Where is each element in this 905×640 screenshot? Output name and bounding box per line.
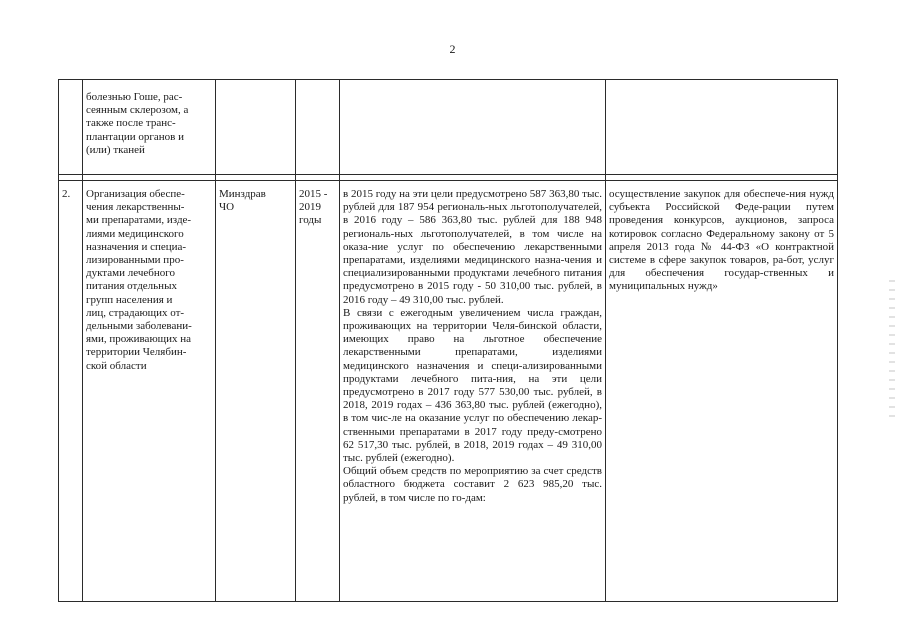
funding-paragraph: В связи с ежегодным увеличением числа граждан, проживающих на территории Челя-бинской области, имеющих право на льготное обеспечение лекарственными препаратами, изделиями медицинского назначения и специ-ализированными продуктами лечебного пита-ния, на эти цели предусмотрено в 2017 году 577 530,00 тыс. рублей, в 2018, 2019 годах – 436 363,80 тыс. рублей (ежегодно), в том чис-ле на оказание услуг по обеспечению лекар-ственными препаратами в 2017 году преду-смотрено 62 517,30 тыс. рублей, в 2018, 2019 годах – 49 310,00 тыс. рублей (ежегодно). [343,306,602,465]
page-number: 2 [449,42,456,56]
funding-paragraph: в 2015 году на эти цели предусмотрено 587 363,80 тыс. рублей для 187 954 региональ-ных льготополучателей, в 2016 году – 586 363,80 тыс. рублей для 188 948 региональ-ных льготополучателей, в том числе на оказа-ние услуг по обеспечению лекарственными препаратами, изделиями медицинского назна-чения и специализированными продуктами лечебного питания предусмотрено в 2015 году - 50 310,00 тыс. рублей, в 2016 году – 49 310,00 тыс. рублей. [343,188,602,306]
funding-cell [340,181,606,602]
table-row [59,80,838,175]
note-cell [606,80,838,175]
funding-cell [340,80,606,175]
measure-name-cell: Организация обеспе- чения лекарственны- ми препаратами, изде- лиями медицинского назначения и специа- лизированными про- дуктами лечебного питания отдельных групп населения и лиц, страдающих от- дельными заболевани- ями, проживающих на территории Челябин- ской области [83,181,216,602]
funding-paragraph: Общий объем средств по мероприятию за счет средств областного бюджета составит 2 623 985,20 тыс. рублей, в том числе по го-дам: [343,465,602,504]
program-table [58,79,838,602]
period-cell [296,80,340,175]
executor-cell [216,80,296,175]
executor-cell: Минздрав ЧО [216,181,296,602]
row-number-cell [59,80,83,175]
scan-artifact [889,280,895,420]
measure-name-cell: болезнью Гоше, рас- сеянным склерозом, а также после транс- плантации органов и (или) тканей [83,80,216,175]
table-row [59,181,838,602]
note-cell: осуществление закупок для обеспече-ния нужд субъекта Российской Феде-рации путем проведения конкурсов, аукционов, запроса котировок согласно Федеральному закону от 5 апреля 2013 года № 44-ФЗ «О контрактной системе в сфере закупок товаров, ра-бот, услуг для обеспечения государ-ственных и муниципальных нужд» [606,181,838,602]
row-number-cell: 2. [59,181,83,602]
period-cell: 2015 - 2019 годы [296,181,340,602]
